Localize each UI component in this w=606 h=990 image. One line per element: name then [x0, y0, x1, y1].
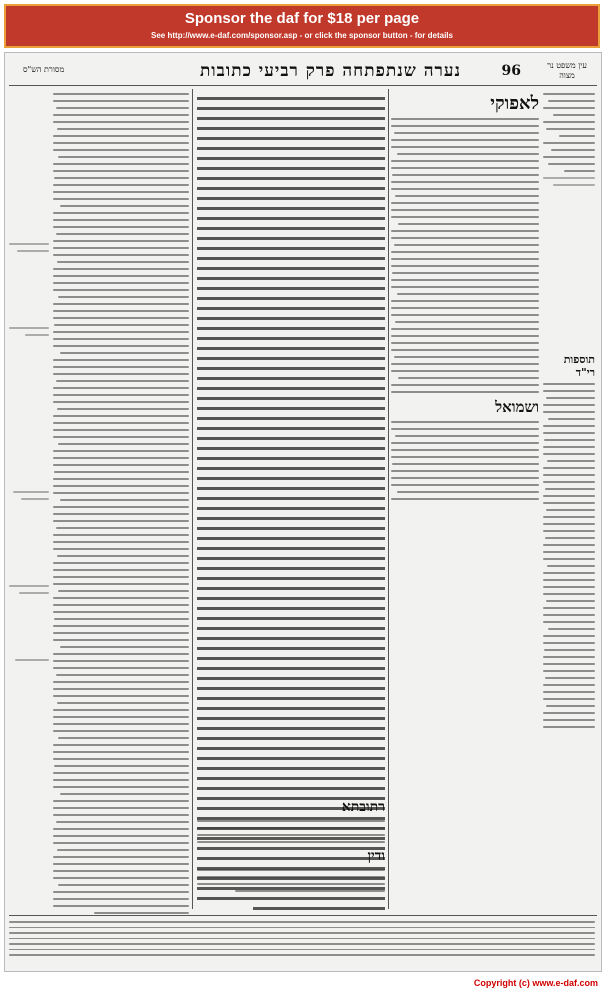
page-header [5, 59, 601, 85]
tosafot-column [53, 93, 189, 883]
gemara-column [197, 97, 385, 797]
column-rule-left [192, 89, 193, 909]
lower-opening-word-2: ודין [367, 848, 385, 864]
sponsor-subtitle[interactable]: See http://www.e-daf.com/sponsor.asp - or click the sponsor button - for details [151, 31, 453, 40]
rashi-section-word: ושמואל [495, 398, 539, 416]
masoret-hashas-column [9, 243, 49, 743]
sponsor-banner[interactable] [4, 4, 600, 48]
bottom-glosses [9, 921, 595, 969]
ein-mishpat-label: עין משפט נר מצוה [547, 61, 587, 80]
masoret-hashas-label: מסורת הש"ס [23, 65, 65, 74]
talmud-page-scan [4, 52, 602, 972]
column-rule-right [388, 89, 389, 909]
chapter-title: נערה שנתפתחה פרק רביעי כתובות [199, 61, 461, 81]
copyright-link[interactable]: Copyright (c) www.e-daf.com [473, 978, 598, 988]
footer-rule [9, 915, 597, 916]
ein-mishpat-column [543, 93, 595, 353]
tosafot-rid-title: תוספות רי"ד [563, 353, 595, 379]
tosafot-rid-column [543, 353, 595, 893]
page-number: 96 [501, 63, 521, 79]
sponsor-title: Sponsor the daf for $18 per page [184, 10, 420, 27]
lower-commentary-block [197, 799, 385, 899]
rashi-opening-word: לאפוקי [490, 93, 539, 114]
lower-opening-word: רתובתא [341, 799, 385, 815]
rashi-column [391, 93, 539, 653]
header-rule [9, 85, 597, 86]
